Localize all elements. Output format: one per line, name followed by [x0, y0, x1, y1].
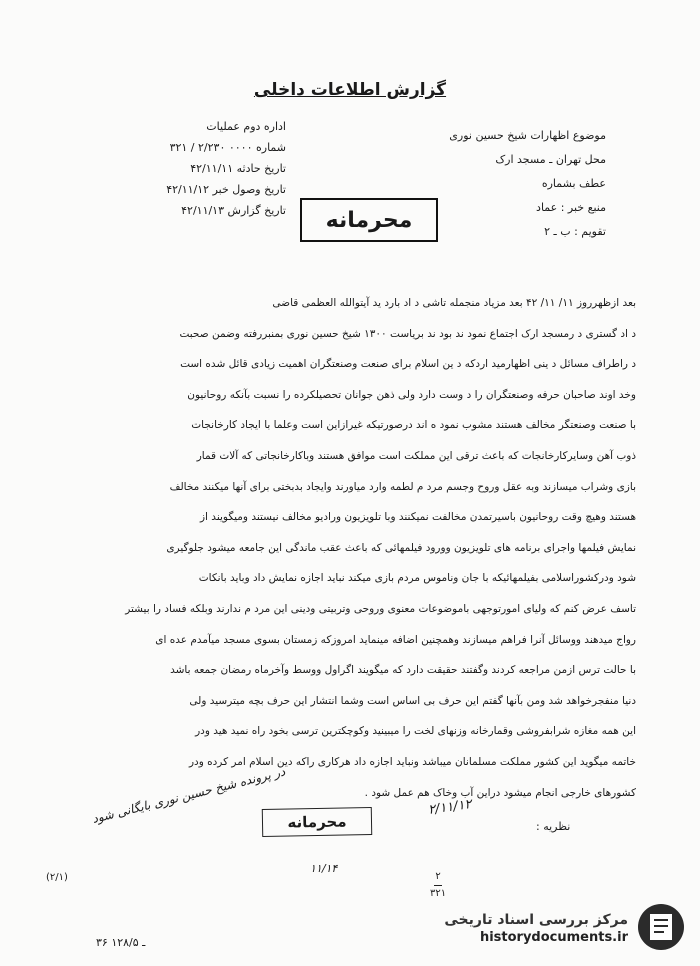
reference-line: عطف بشماره [541, 177, 606, 190]
body-line: تاسف عرض کنم که ولیای امورتوجهی باموضوعات معنوی وروحی وتربیتی ودینی این مرد م ندارند وبلکه فساد را بیشتر [125, 602, 636, 615]
body-line: بعد ازظهرروز ۱۱/ ۱۱/ ۴۲ بعد مزیاد منجمله تاشی د اد بارد ید آیتوالله العظمی قاضی [272, 297, 636, 309]
classification-stamp: محرمانه [300, 198, 438, 242]
bottom-code-bottom: ۳۲۱ [430, 888, 447, 899]
report-body [86, 288, 636, 808]
place-line: محل تهران ـ مسجد ارک [495, 153, 606, 166]
body-line: رواج میدهند ووسائل آنرا فراهم میسازند وهمچنین اضافه مینماید امروزکه زمستان بسوی مسجد میآمدم عده ای [155, 633, 636, 646]
body-line: دنیا منفجرخواهد شد ومن بآنها گفتم این حرف بی اساس است وشما انتشار این حرف بچه میترسید ولی [189, 694, 636, 707]
margin-number: (۲/۱) [46, 872, 68, 883]
bottom-code-top: ۲ [435, 871, 441, 882]
classification-stamp-bottom: محرمانه [262, 807, 372, 837]
bottom-date: ۱۱/۱۴ [310, 862, 338, 875]
watermark-name: مرکز بررسی اسناد تاریخی [444, 912, 628, 928]
archive-number: ۳۶ ـ ۱۲۸/۵ [96, 936, 146, 949]
document-title: گزارش اطلاعات داخلی [253, 80, 447, 100]
watermark-url: historydocuments.ir [479, 930, 628, 945]
body-line: هستند وهیچ وقت روحانیون باسیرتمدن مخالفت نمیکنند وبا تلویزیون ورادیو مخالف نیستند ومیگویند از [199, 511, 636, 524]
body-line: ذوب آهن وسایرکارخانجات که باعث ترقی این مملکت است موافق هستند وباکارخانجاتی که آلات قمار [196, 449, 636, 462]
meta-left-block [86, 116, 286, 221]
signature-date: ۲/۱۱/۱۲ [427, 797, 473, 818]
bottom-code [430, 870, 446, 901]
receipt-date-line: تاریخ وصول خبر ۴۲/۱۱/۱۲ [166, 183, 286, 196]
body-line: با حالت ترس ازمن مراجعه کردند وگفتند حقیقت دارد که میگویند اگراول ووسط وآخرماه رمضان جمعه باشد [170, 664, 636, 677]
body-line: این همه مغازه شرابفروشی وقمارخانه وزنهای لخت را میبینید وکوچکترین ترسی بخود راه نمید هید ودر [195, 725, 636, 738]
rating-line: تقویم : ب ـ ۲ [544, 225, 606, 238]
body-line: د اد گستری د رمسجد ارک اجتماع نمود ند بود ند بریاست ۱۳۰۰ شیخ حسین نوری بمنبررفته وضمن صحبت [179, 327, 636, 340]
office-line: اداره دوم عملیات [206, 120, 286, 133]
body-line: بازی وشراب میسازند وبه عقل وروح وجسم مرد م لطمه وارد میاورند وایجاد بدبختی برای آنها میکنند مخالف [169, 480, 636, 493]
body-line: نمایش فیلمها واجرای برنامه های تلویزیون وورود فیلمهائی که باعث عقب ماندگی این جامعه میشود جلوگیری [166, 541, 636, 554]
number-line: شماره ۰۰۰۰ ۲/۲۳۰ / ۳۲۱ [169, 141, 286, 154]
opinion-label: نظریه : [536, 820, 571, 833]
event-date-line: تاریخ حادثه ۴۲/۱۱/۱۱ [190, 162, 286, 175]
archive-logo-icon [636, 902, 686, 952]
subject-line: موضوع اظهارات شیخ حسین نوری [449, 129, 606, 142]
body-line: با صنعت وصنعتگر مخالف هستند مشوب نمود ه اند درصورتیکه غیرازاین است وعلما با ایجاد کارخانجات [191, 419, 636, 432]
handwritten-note: در پرونده شیخ حسین نوری بایگانی شود [90, 764, 287, 826]
body-line: شود ودرکشوراسلامی بفیلمهائیکه با جان وناموس مردم بازی میکند نباید اجازه نمایش داد وباید بانکات [198, 572, 636, 585]
report-date-line: تاریخ گزارش ۴۲/۱۱/۱۳ [181, 204, 286, 217]
fraction-line [434, 885, 442, 886]
body-line: د راطراف مسائل د ینی اظهارمید اردکه د ین اسلام برای صنعت وصنعتگران اهمیت زیادی قائل شده است [180, 358, 636, 371]
body-line: کشورهای خارجی انجام میشود دراین آب وخاک هم عمل شود . [364, 786, 636, 799]
body-line: خاتمه میگوید این کشور مملکت مسلمانان میباشد ونباید اجازه داد هرکاری راکه دین اسلام امر کرده ودر [188, 755, 636, 768]
source-line: منبع خبر : عماد [536, 201, 606, 214]
body-line: وخد اوند صاحبان حرفه وصنعتگران را د وست دارد ولی ذهن جوانان تحصیلکرده را نسبت بآنکه روحانیون [187, 388, 636, 401]
